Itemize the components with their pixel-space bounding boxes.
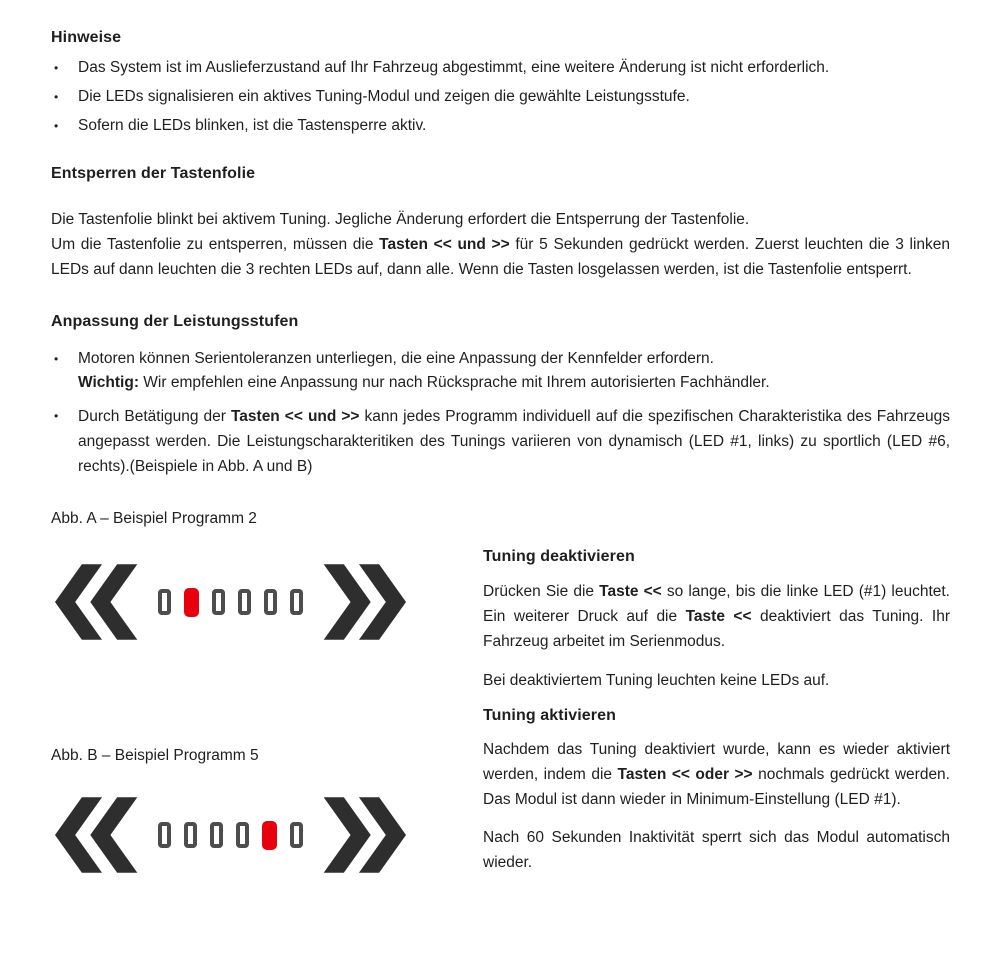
chevron-left-icon [55,797,139,873]
led-row [158,821,303,850]
section-entsperren [51,164,950,282]
hinweise-heading: Hinweise [51,29,122,46]
bullet-marker: • [54,119,59,133]
list-item [51,404,950,479]
list-item [51,114,950,138]
bullet-marker: • [54,409,59,423]
tuning-deaktivieren-paragraph: Drücken Sie die Taste << so lange, bis die linke LED (#1) leuchtet. Ein weiterer Druck auf die Taste << deaktiviert das Tuning. Ihr Fahrzeug arbeitet im Serienmodus. [483,583,950,650]
led-indicator-4 [236,822,249,848]
led-indicator-3 [210,822,223,848]
entsperren-paragraph [51,207,950,282]
led-indicator-6 [290,589,303,615]
bullet-marker: • [54,352,59,366]
chevron-right-icon [322,564,406,640]
bullet-text [78,347,950,395]
tuning-deaktivieren-heading: Tuning deaktivieren [483,548,635,565]
tuning-aktivieren-heading: Tuning aktivieren [483,707,616,724]
led-indicator-2-active [184,588,199,617]
anpassung-bullet1-line2: Wichtig: Wir empfehlen eine Anpassung nur nach Rücksprache mit Ihrem autorisierten Fachhändler. [78,374,770,391]
bullet-marker: • [54,61,59,75]
led-indicator-3 [212,589,225,615]
anpassung-heading: Anpassung der Leistungsstufen [51,313,299,330]
figures-and-instructions [51,509,950,875]
anpassung-bullet-list [51,347,950,479]
tuning-deaktivieren-note: Bei deaktiviertem Tuning leuchten keine LEDs auf. [483,672,830,689]
entsperren-heading: Entsperren der Tastenfolie [51,165,256,182]
led-indicator-5 [264,589,277,615]
tuning-aktivieren-paragraph: Nachdem das Tuning deaktiviert wurde, kann es wieder aktiviert werden, indem die Tasten << oder >> nochmals gedrückt werden. Das Modul ist dann wieder in Minimum-Einstellung (LED #1). [483,741,950,808]
led-indicator-6 [290,822,303,848]
chevron-left-icon [55,564,139,640]
led-row [158,588,303,617]
led-indicator-1 [158,589,171,615]
bullet-text: Sofern die LEDs blinken, ist die Tastensperre aktiv. [78,117,427,134]
led-indicator-2 [184,822,197,848]
list-item [51,85,950,109]
led-indicator-1 [158,822,171,848]
entsperren-line-2: Um die Tastenfolie zu entsperren, müssen die Tasten << und >> für 5 Sekunden gedrückt werden. Zuerst leuchten die 3 linken LEDs auf dann leuchten die 3 rechten LEDs auf, dann alle. Wenn die Tasten losgelassen werden, ist die Tastenfolie entsperrt. [51,236,950,278]
figure-b-caption: Abb. B – Beispiel Programm 5 [51,747,259,764]
bullet-marker: • [54,90,59,104]
entsperren-line-1: Die Tastenfolie blinkt bei aktivem Tuning. Jegliche Änderung erfordert die Entsperrung der Tastenfolie. [51,211,750,228]
anpassung-bullet1-line1: Motoren können Serientoleranzen unterliegen, die eine Anpassung der Kennfelder erfordern. [78,350,714,367]
figures-column [51,509,483,875]
figure-a-led-display [55,562,483,642]
led-indicator-4 [238,589,251,615]
section-hinweise [51,28,950,138]
figure-a-caption: Abb. A – Beispiel Programm 2 [51,510,257,527]
section-anpassung [51,312,950,479]
hinweise-bullet-list [51,56,950,138]
list-item [51,56,950,80]
chevron-right-icon [322,797,406,873]
bullet-text: Die LEDs signalisieren ein aktives Tuning-Modul und zeigen die gewählte Leistungsstufe. [78,88,690,105]
list-item [51,347,950,395]
figure-b-led-display [55,795,483,875]
led-indicator-5-active [262,821,277,850]
tuning-aktivieren-note: Nach 60 Sekunden Inaktivität sperrt sich das Modul automatisch wieder. [483,829,950,871]
bullet-text: Das System ist im Auslieferzustand auf Ihr Fahrzeug abgestimmt, eine weitere Änderung ist nicht erforderlich. [78,59,830,76]
instructions-column [483,509,950,875]
anpassung-bullet2-text: Durch Betätigung der Tasten << und >> kann jedes Programm individuell auf die spezifischen Charakteristika des Fahrzeugs angepasst werden. Die Leistungscharakteritiken des Tunings variieren von dynamisch (LED #1, links) zu sportlich (LED #6, rechts).(Beispiele in Abb. A und B) [78,408,950,475]
